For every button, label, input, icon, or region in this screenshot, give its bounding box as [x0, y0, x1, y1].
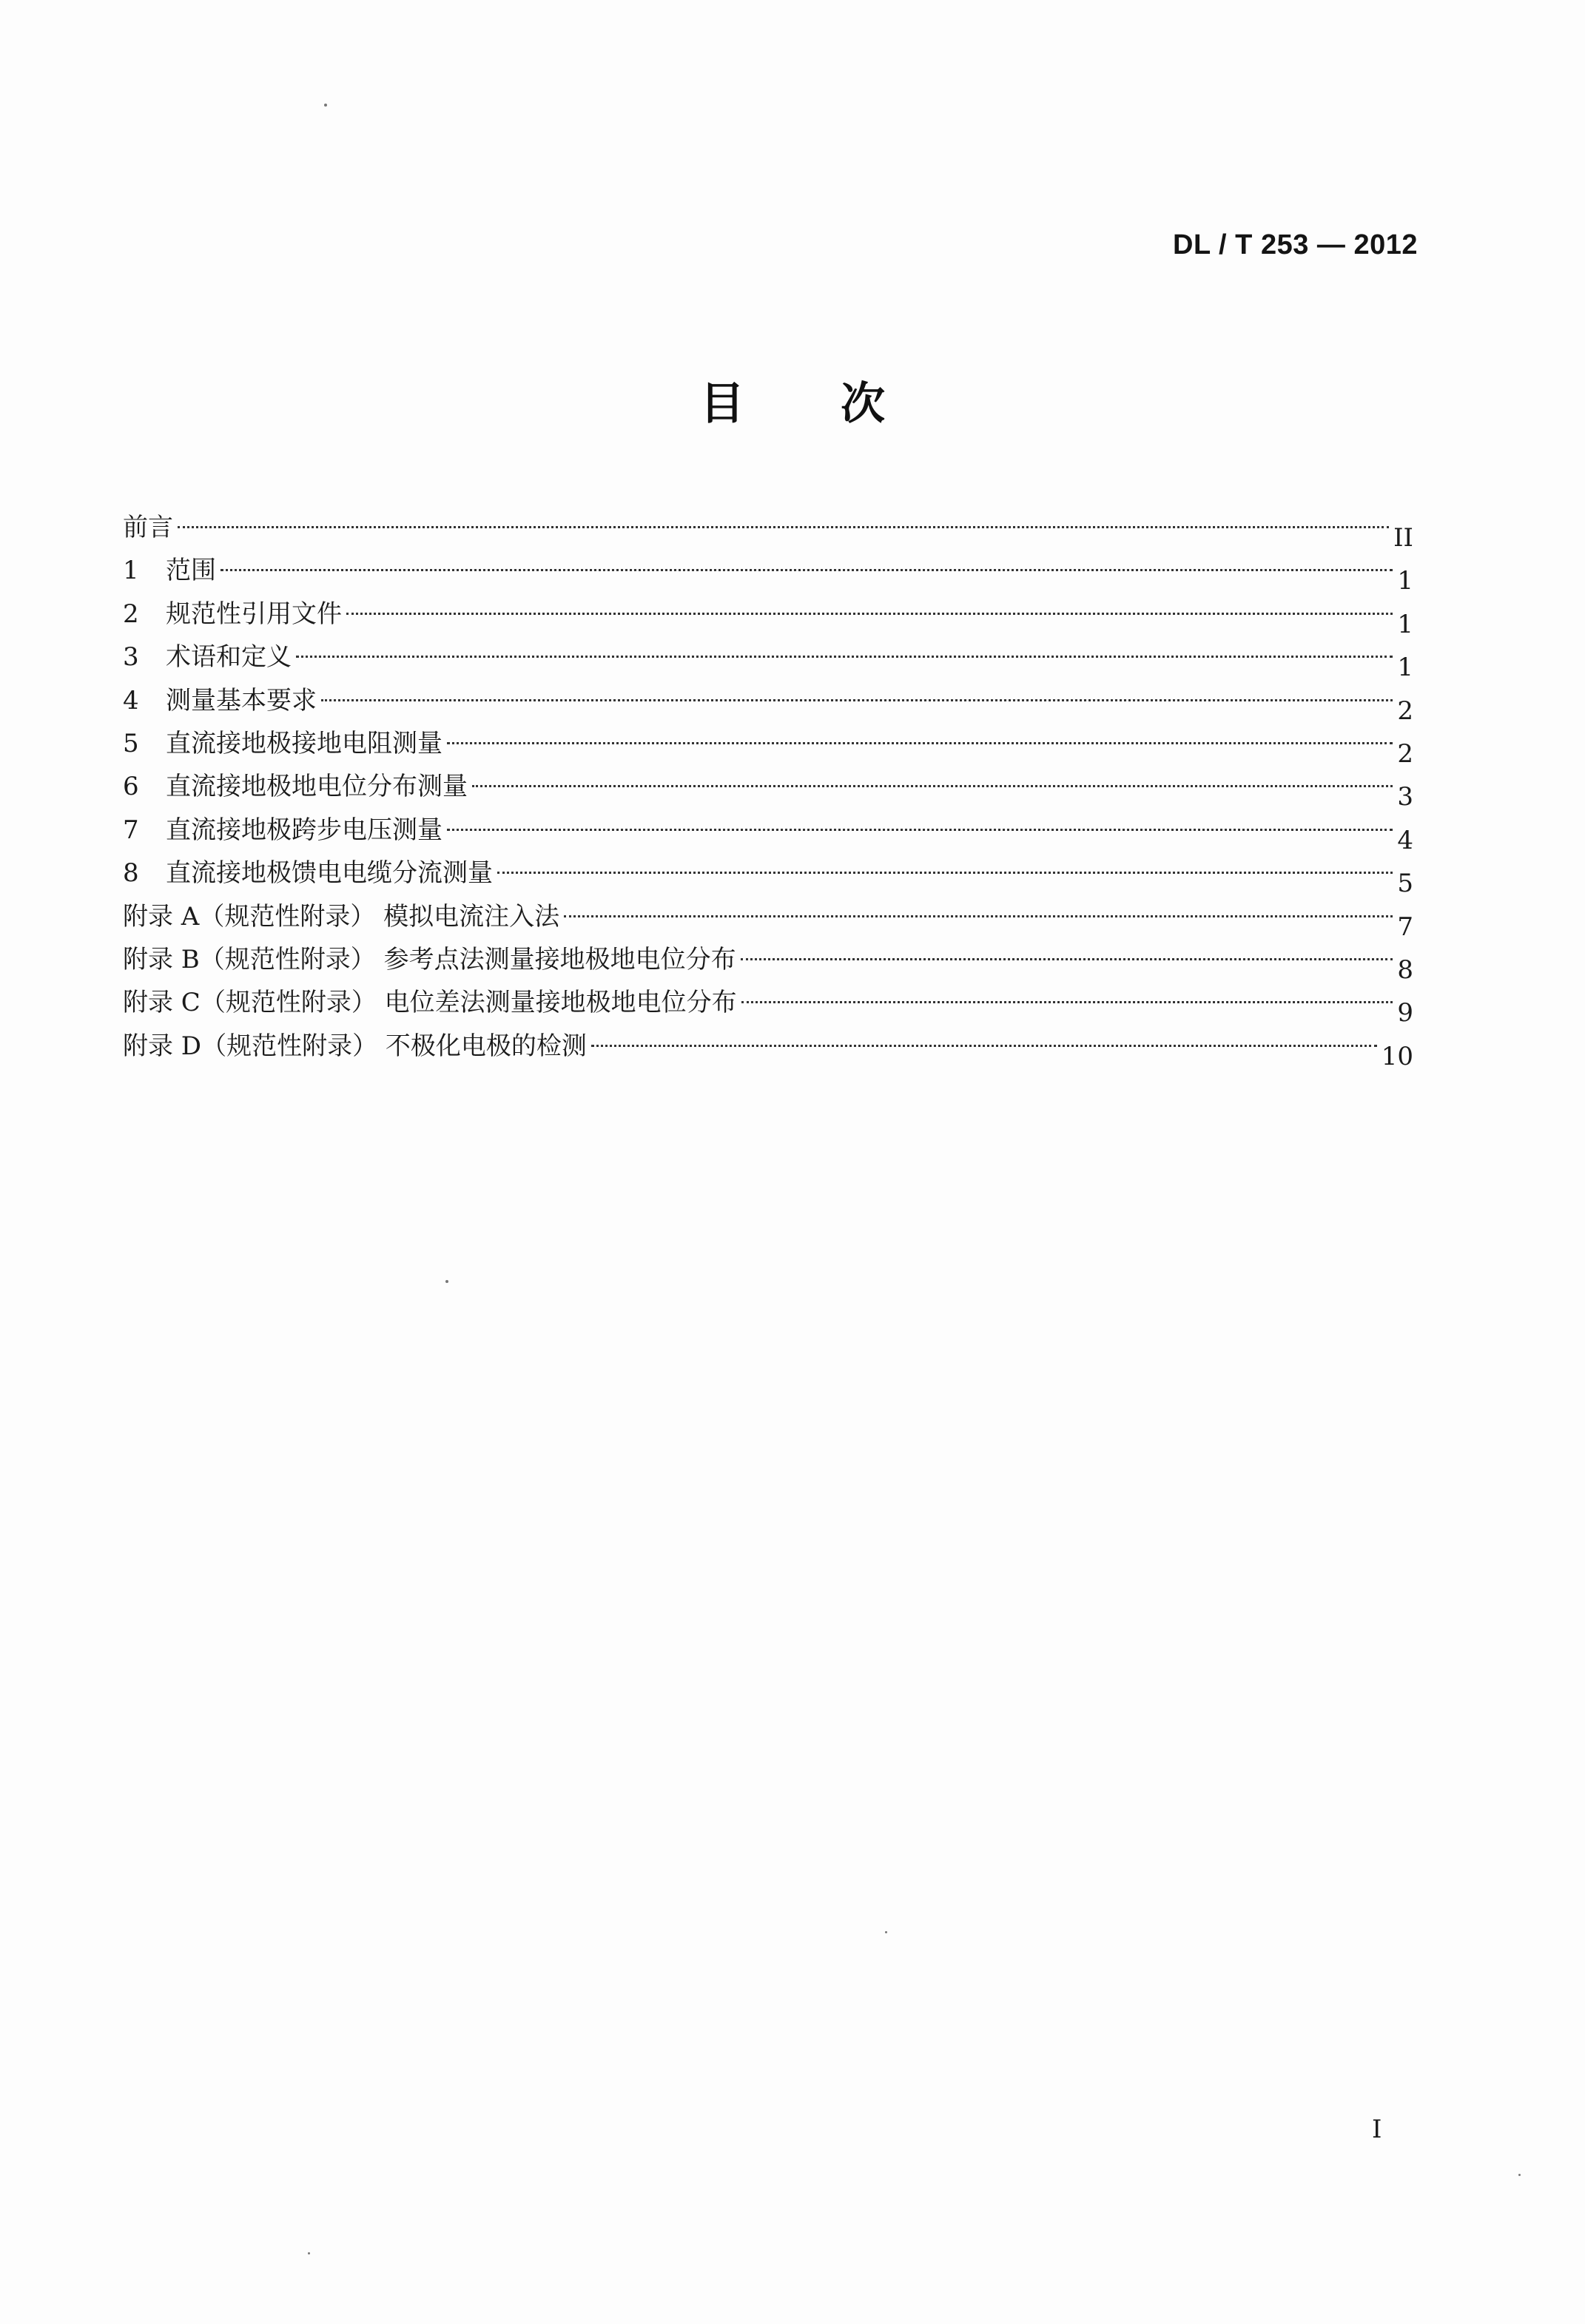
toc-entry-label: 附录 B（规范性附录） 参考点法测量接地极地电位分布: [123, 944, 736, 974]
toc-leader-dots: [346, 613, 1393, 615]
toc-entry-label: 直流接地极跨步电压测量: [166, 815, 442, 845]
toc-entry-2[interactable]: [123, 593, 1413, 639]
toc-entry-4[interactable]: [123, 679, 1413, 726]
toc-leader-dots: [296, 656, 1393, 658]
toc-entry-number: 1: [123, 556, 139, 586]
toc-entry-label: 前言: [123, 513, 173, 542]
toc-leader-dots: [741, 1001, 1393, 1003]
toc-entry-label: 直流接地极接地电阻测量: [166, 728, 442, 758]
toc-leader-dots: [321, 699, 1393, 701]
toc-leader-dots: [447, 742, 1393, 744]
toc-leader-dots: [741, 958, 1393, 960]
toc-leader-dots: [178, 526, 1389, 528]
toc-leader-dots: [447, 829, 1393, 831]
toc-entry-number: 5: [123, 728, 139, 758]
scan-speck: [1518, 2174, 1521, 2176]
toc-leader-dots: [221, 569, 1393, 571]
toc-entry-appendix-d[interactable]: [123, 1025, 1413, 1071]
toc-leader-dots: [497, 872, 1393, 874]
toc-entry-label: 术语和定义: [166, 642, 292, 673]
toc-entry-appendix-c[interactable]: [123, 981, 1413, 1028]
toc-entry-1[interactable]: [123, 549, 1413, 596]
toc-entry-page: 8: [1397, 954, 1413, 985]
toc-leader-dots: [564, 915, 1393, 917]
toc-entry-6[interactable]: [123, 765, 1413, 812]
toc-entry-page: 1: [1397, 609, 1413, 639]
toc-entry-page: 5: [1397, 869, 1413, 899]
standard-code: DL / T 253 — 2012: [1173, 229, 1418, 260]
toc-entry-page: 2: [1397, 738, 1413, 769]
toc-entry-8[interactable]: [123, 852, 1413, 899]
toc-entry-page: 1: [1397, 653, 1413, 683]
toc-entry-appendix-b[interactable]: [123, 938, 1413, 985]
toc-entry-label: 附录 A（规范性附录） 模拟电流注入法: [123, 901, 560, 932]
toc-entry-label: 直流接地极地电位分布测量: [166, 772, 468, 802]
toc-leader-dots: [591, 1045, 1377, 1047]
page-number: I: [1372, 2115, 1382, 2144]
toc-entry-foreword[interactable]: [123, 506, 1413, 553]
toc-entry-page: 1: [1397, 566, 1413, 596]
toc-entry-page: 3: [1397, 782, 1413, 812]
toc-entry-number: 6: [123, 772, 139, 802]
toc-entry-page: II: [1393, 523, 1413, 553]
scan-speck: [308, 2252, 310, 2254]
scan-speck: [885, 1931, 887, 1933]
scan-speck: [324, 104, 327, 107]
toc-leader-dots: [472, 785, 1393, 787]
table-of-contents: [123, 506, 1413, 1071]
toc-entry-label: 测量基本要求: [166, 685, 317, 715]
toc-entry-page: 9: [1397, 998, 1413, 1028]
toc-entry-number: 7: [123, 815, 139, 845]
toc-title: 目次: [700, 378, 981, 430]
toc-entry-page: 7: [1397, 912, 1413, 942]
toc-entry-label: 附录 C（规范性附录） 电位差法测量接地极地电位分布: [123, 988, 737, 1018]
toc-entry-page: 2: [1397, 695, 1413, 726]
toc-entry-label: 附录 D（规范性附录） 不极化电极的检测: [123, 1031, 587, 1061]
toc-entry-label: 直流接地极馈电电缆分流测量: [166, 858, 493, 889]
toc-entry-number: 8: [123, 858, 139, 889]
toc-entry-7[interactable]: [123, 809, 1413, 855]
scan-speck: [445, 1280, 448, 1283]
toc-entry-number: 3: [123, 642, 139, 673]
toc-entry-label: 范围: [166, 556, 216, 586]
toc-entry-number: 4: [123, 685, 139, 715]
toc-entry-number: 2: [123, 599, 139, 629]
toc-entry-page: 10: [1381, 1041, 1413, 1071]
toc-entry-label: 规范性引用文件: [166, 599, 342, 629]
toc-entry-page: 4: [1397, 825, 1413, 855]
toc-entry-3[interactable]: [123, 636, 1413, 683]
toc-entry-5[interactable]: [123, 722, 1413, 769]
toc-entry-appendix-a[interactable]: [123, 895, 1413, 942]
